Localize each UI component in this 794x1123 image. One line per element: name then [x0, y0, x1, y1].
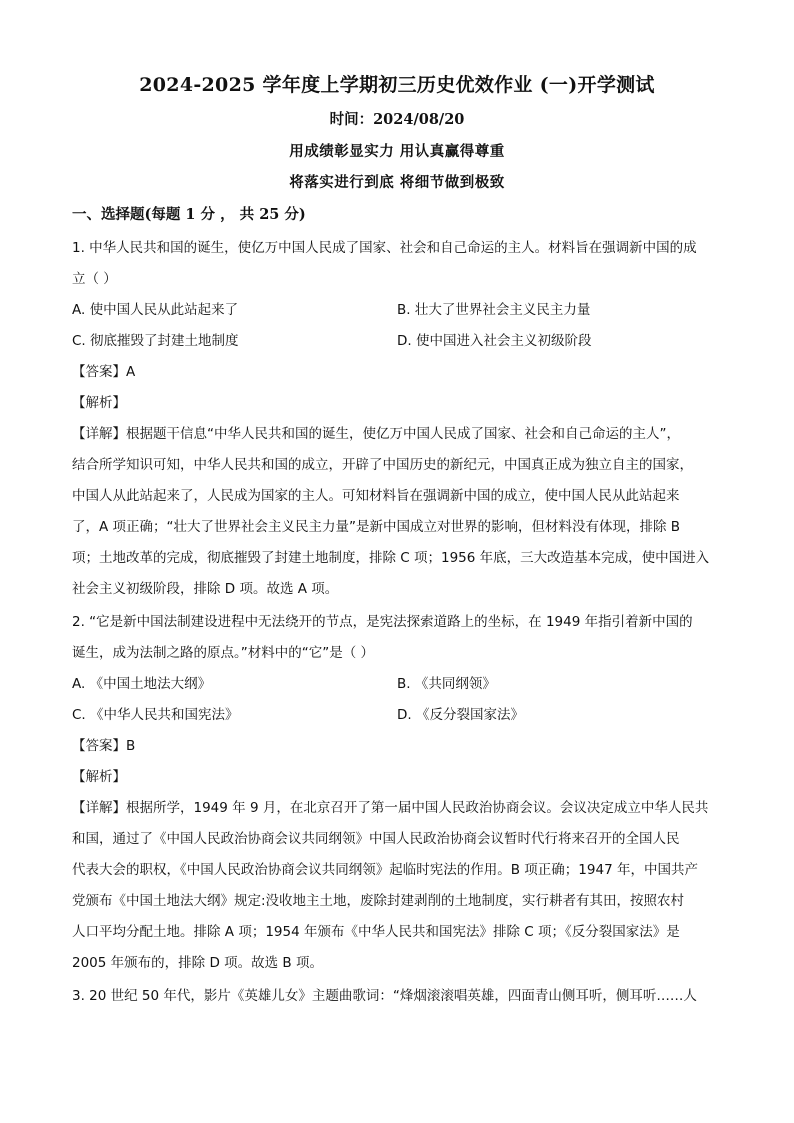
q1-option-a: A. 使中国人民从此站起来了 [72, 302, 239, 318]
q1-detail-line-3: 中国人从此站起来了，人民成为国家的主人。可知材料旨在强调新中国的成立，使中国人民从此站起来 [72, 488, 680, 504]
q2-option-b: B. 《共同纲领》 [397, 676, 496, 692]
q1-detail-line-4: 了，A 项正确；“壮大了世界社会主义民主力量”是新中国成立对世界的影响，但材料没有体现，排除 B [72, 519, 681, 535]
q1-option-b: B. 壮大了世界社会主义民主力量 [397, 302, 591, 318]
q1-detail-line-1: 【详解】根据题干信息“中华人民共和国的诞生，使亿万中国人民成了国家、社会和自己命运的主人”， [72, 426, 680, 442]
page-title: 2024-2025 学年度上学期初三历史优效作业 (一)开学测试 [139, 74, 655, 96]
q2-option-c: C. 《中华人民共和国宪法》 [72, 707, 239, 723]
q2-detail-line-6: 2005 年颁布的，排除 D 项。故选 B 项。 [72, 955, 323, 971]
q2-option-a: A. 《中国土地法大纲》 [72, 676, 212, 692]
motto-line-1: 用成绩彰显实力 用认真赢得尊重 [289, 143, 505, 160]
section-heading: 一、选择题(每题 1 分 ， 共 25 分) [72, 206, 306, 223]
q1-answer: 【答案】A [72, 364, 136, 380]
q2-detail-line-1: 【详解】根据所学，1949 年 9 月，在北京召开了第一届中国人民政治协商会议。会议决定成立中华人民共 [72, 800, 709, 816]
q1-option-d: D. 使中国进入社会主义初级阶段 [397, 333, 592, 349]
q1-stem-line-2: 立（ ） [72, 271, 117, 287]
q1-detail-line-5: 项；土地改革的完成，彻底摧毁了封建土地制度，排除 C 项；1956 年底，三大改造基本完成，使中国进入 [72, 550, 710, 566]
exam-date: 时间：2024/08/20 [329, 111, 465, 128]
q2-detail-line-3: 代表大会的职权，《中国人民政治协商会议共同纲领》起临时宪法的作用。B 项正确；1947 年，中国共产 [72, 862, 698, 878]
q2-stem-line-2: 诞生，成为法制之路的原点。”材料中的“它”是（ ） [72, 645, 375, 661]
q2-analysis-label: 【解析】 [72, 769, 126, 785]
q1-option-c: C. 彻底摧毁了封建土地制度 [72, 333, 239, 349]
q1-stem-line-1: 1. 中华人民共和国的诞生，使亿万中国人民成了国家、社会和自己命运的主人。材料旨在强调新中国的成 [72, 240, 697, 256]
q2-option-d: D. 《反分裂国家法》 [397, 707, 524, 723]
q2-detail-line-4: 党颁布《中国土地法大纲》规定:没收地主土地，废除封建剥削的土地制度，实行耕者有其田，按照农村 [72, 893, 685, 909]
motto-line-2: 将落实进行到底 将细节做到极致 [289, 174, 505, 191]
q1-detail-line-6: 社会主义初级阶段，排除 D 项。故选 A 项。 [72, 581, 339, 597]
q1-analysis-label: 【解析】 [72, 395, 126, 411]
q1-detail-line-2: 结合所学知识可知，中华人民共和国的成立，开辟了中国历史的新纪元，中国真正成为独立自主的国家， [72, 457, 693, 473]
q2-detail-line-2: 和国，通过了《中国人民政治协商会议共同纲领》中国人民政治协商会议暂时代行将来召开的全国人民 [72, 831, 680, 847]
q2-detail-line-5: 人口平均分配土地。排除 A 项；1954 年颁布《中华人民共和国宪法》排除 C 项；《反分裂国家法》是 [72, 924, 680, 940]
q2-answer: 【答案】B [72, 738, 136, 754]
q3-stem-line-1: 3. 20 世纪 50 年代，影片《英雄儿女》主题曲歌词：“烽烟滚滚唱英雄，四面青山侧耳听，侧耳听……人 [72, 988, 697, 1004]
q2-stem-line-1: 2. “它是新中国法制建设进程中无法绕开的节点，是宪法探索道路上的坐标，在 1949 年指引着新中国的 [72, 614, 693, 630]
